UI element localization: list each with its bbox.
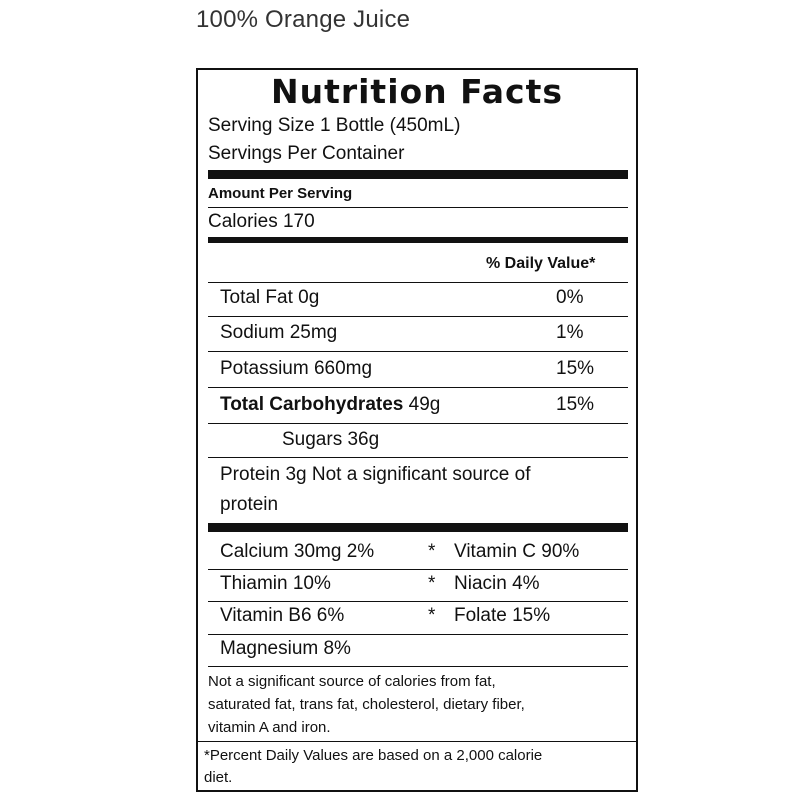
- divider: [208, 569, 628, 570]
- vitamin-asterisk: *: [428, 541, 436, 562]
- divider: [208, 387, 628, 388]
- vitamin-b6: Vitamin B6 6%: [220, 605, 345, 626]
- daily-value-header: % Daily Value*: [486, 255, 596, 272]
- divider: [208, 634, 628, 635]
- thick-divider: [208, 523, 628, 532]
- calories: Calories 170: [208, 211, 315, 232]
- divider: [208, 351, 628, 352]
- nutrient-total-carbohydrates-percent: 15%: [556, 394, 595, 415]
- nutrition-facts-panel: [196, 68, 638, 792]
- serving-size: Serving Size 1 Bottle (450mL): [208, 115, 461, 136]
- not-significant-line-3: vitamin A and iron.: [208, 719, 331, 736]
- thick-divider: [208, 170, 628, 179]
- nutrient-sodium-percent: 1%: [556, 322, 584, 343]
- nutrition-facts-heading: Nutrition Facts: [270, 72, 564, 111]
- divider: [208, 457, 628, 458]
- nutrient-total-fat-percent: 0%: [556, 287, 584, 308]
- vitamin-c: Vitamin C 90%: [454, 541, 580, 562]
- divider: [208, 282, 628, 283]
- divider: [208, 423, 628, 424]
- protein-line-2: protein: [220, 494, 279, 515]
- vitamin-folate: Folate 15%: [454, 605, 551, 626]
- divider: [198, 741, 636, 742]
- divider: [208, 207, 628, 208]
- nutrient-total-carbohydrates-label: Total Carbohydrates: [220, 394, 404, 415]
- nutrient-potassium: Potassium 660mg: [220, 358, 373, 379]
- vitamin-niacin: Niacin 4%: [454, 573, 540, 594]
- nutrient-potassium-percent: 15%: [556, 358, 595, 379]
- nutrient-sodium: Sodium 25mg: [220, 322, 338, 343]
- amount-per-serving: Amount Per Serving: [208, 185, 353, 202]
- not-significant-line-1: Not a significant source of calories from fat,: [208, 673, 496, 690]
- medium-divider: [208, 237, 628, 243]
- vitamin-magnesium: Magnesium 8%: [220, 638, 351, 659]
- vitamin-calcium: Calcium 30mg 2%: [220, 541, 375, 562]
- divider: [208, 666, 628, 667]
- nutrient-total-carbohydrates-amount: 49g: [403, 394, 441, 415]
- nutrient-total-carbohydrates: [220, 393, 440, 417]
- protein-line-1: Protein 3g Not a significant source of: [220, 464, 531, 485]
- divider: [208, 601, 628, 602]
- percent-footnote-line-1: *Percent Daily Values are based on a 2,000 calorie: [204, 747, 543, 764]
- vitamin-asterisk: *: [428, 573, 436, 594]
- divider: [208, 316, 628, 317]
- percent-footnote-line-2: diet.: [204, 769, 233, 786]
- nutrient-total-fat: Total Fat 0g: [220, 287, 320, 308]
- product-title: 100% Orange Juice: [196, 6, 411, 33]
- not-significant-line-2: saturated fat, trans fat, cholesterol, dietary fiber,: [208, 696, 525, 713]
- nutrient-sugars: Sugars 36g: [282, 429, 380, 450]
- servings-per-container: Servings Per Container: [208, 143, 405, 164]
- vitamin-asterisk: *: [428, 605, 436, 626]
- vitamin-thiamin: Thiamin 10%: [220, 573, 331, 594]
